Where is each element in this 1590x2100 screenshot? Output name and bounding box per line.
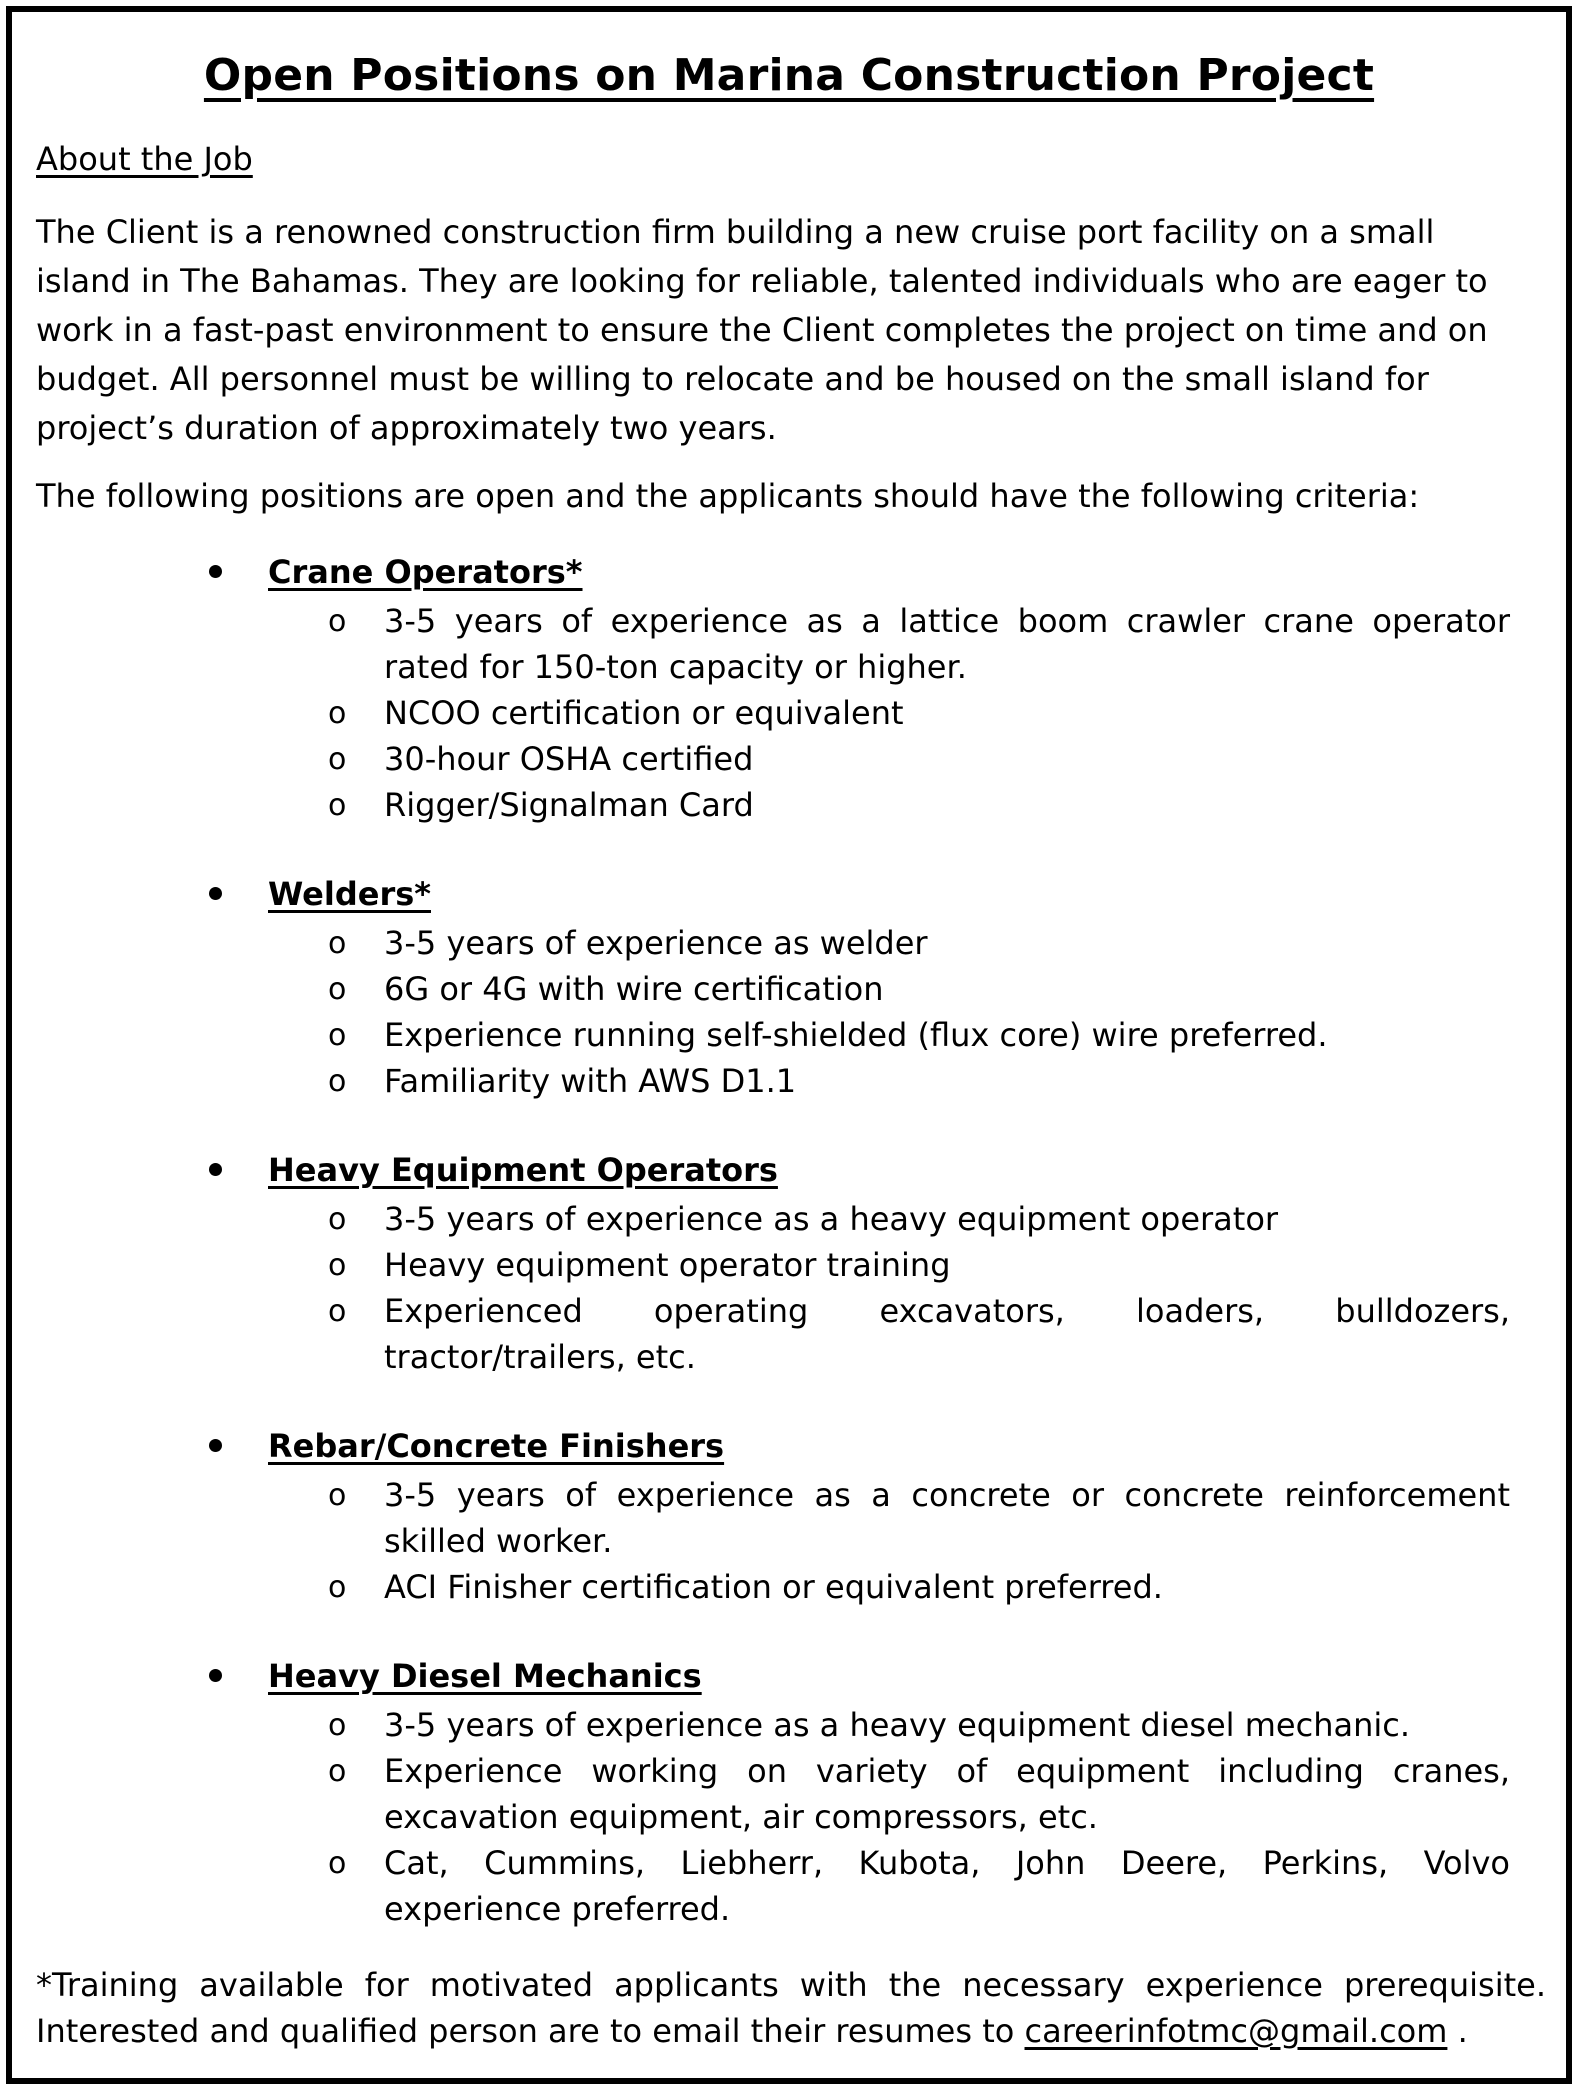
intro-paragraph: The Client is a renowned construction firm building a new cruise port facility on a small island in The Bahamas. They are looking for reliable, talented individuals who are eager to work in a fast-past environment to ensure the Client completes the project on time and on budget. All personnel must be willing to relocate and be housed on the small island for project’s duration of approximately two years. [36, 213, 1488, 447]
bullet-icon [209, 1669, 222, 1682]
circle-bullet-icon: o [328, 1064, 347, 1099]
job-posting-page [6, 6, 1572, 2084]
end-punctuation: . [1447, 2012, 1468, 2050]
requirement-item: o ACI Finisher certification or equivalent preferred. [12, 1564, 1566, 1610]
position-title: Heavy Equipment Operators [268, 1151, 778, 1189]
apply-text: Interested and qualified person are to email their resumes to [36, 2012, 1015, 2050]
requirement-item: o 6G or 4G with wire certification [12, 966, 1566, 1012]
position-title: Heavy Diesel Mechanics [268, 1657, 702, 1695]
position-rebar-concrete-finishers [12, 1426, 1566, 1610]
circle-bullet-icon: o [328, 1708, 347, 1743]
requirements-list [12, 1702, 1566, 1932]
requirements-list [12, 920, 1566, 1104]
circle-bullet-icon: o [328, 926, 347, 961]
requirement-item: o Experience working on variety of equipment including cranes, excavation equipment, air compressors, etc. [12, 1748, 1566, 1840]
circle-bullet-icon: o [328, 1294, 347, 1329]
requirement-item: o 3-5 years of experience as a heavy equipment operator [12, 1196, 1566, 1242]
position-title: Rebar/Concrete Finishers [268, 1427, 725, 1465]
circle-bullet-icon: o [328, 1202, 347, 1237]
circle-bullet-icon: o [328, 972, 347, 1007]
requirements-list [12, 1196, 1566, 1380]
requirement-item: o 3-5 years of experience as welder [12, 920, 1566, 966]
requirement-item: o 3-5 years of experience as a lattice boom crawler crane operator rated for 150-ton capacity or higher. [12, 598, 1566, 690]
requirement-item: o 30-hour OSHA certified [12, 736, 1566, 782]
positions-list [12, 552, 1566, 1978]
criteria-intro: The following positions are open and the applicants should have the following criteria: [36, 477, 1420, 515]
about-heading: About the Job [36, 140, 253, 178]
position-heavy-diesel-mechanics [12, 1656, 1566, 1932]
email-link[interactable]: careerinfotmc@gmail.com [1024, 2012, 1448, 2050]
circle-bullet-icon: o [328, 1570, 347, 1605]
circle-bullet-icon: o [328, 1846, 347, 1881]
footer-note [36, 1962, 1546, 2054]
bullet-icon [209, 1163, 222, 1176]
training-note: *Training available for motivated applicants with the necessary experience prerequisite. [36, 1966, 1546, 2004]
requirement-item: o Rigger/Signalman Card [12, 782, 1566, 828]
requirements-list [12, 1472, 1566, 1610]
position-crane-operators [12, 552, 1566, 828]
bullet-icon [209, 887, 222, 900]
requirement-item: o Experience running self-shielded (flux core) wire preferred. [12, 1012, 1566, 1058]
requirement-item: o NCOO certification or equivalent [12, 690, 1566, 736]
circle-bullet-icon: o [328, 604, 347, 639]
bullet-icon [209, 565, 222, 578]
position-welders [12, 874, 1566, 1104]
circle-bullet-icon: o [328, 1478, 347, 1513]
circle-bullet-icon: o [328, 742, 347, 777]
requirement-item: o Experienced operating excavators, loaders, bulldozers, tractor/trailers, etc. [12, 1288, 1566, 1380]
circle-bullet-icon: o [328, 788, 347, 823]
requirement-item: o 3-5 years of experience as a heavy equipment diesel mechanic. [12, 1702, 1566, 1748]
position-title: Crane Operators* [268, 553, 583, 591]
circle-bullet-icon: o [328, 1248, 347, 1283]
requirement-item: o 3-5 years of experience as a concrete or concrete reinforcement skilled worker. [12, 1472, 1566, 1564]
requirement-item: o Cat, Cummins, Liebherr, Kubota, John Deere, Perkins, Volvo experience preferred. [12, 1840, 1566, 1932]
circle-bullet-icon: o [328, 696, 347, 731]
position-heavy-equipment-operators [12, 1150, 1566, 1380]
circle-bullet-icon: o [328, 1754, 347, 1789]
page-title: Open Positions on Marina Construction Project [203, 50, 1375, 101]
requirement-item: o Heavy equipment operator training [12, 1242, 1566, 1288]
circle-bullet-icon: o [328, 1018, 347, 1053]
requirements-list [12, 598, 1566, 828]
bullet-icon [209, 1439, 222, 1452]
requirement-item: o Familiarity with AWS D1.1 [12, 1058, 1566, 1104]
position-title: Welders* [268, 875, 431, 913]
